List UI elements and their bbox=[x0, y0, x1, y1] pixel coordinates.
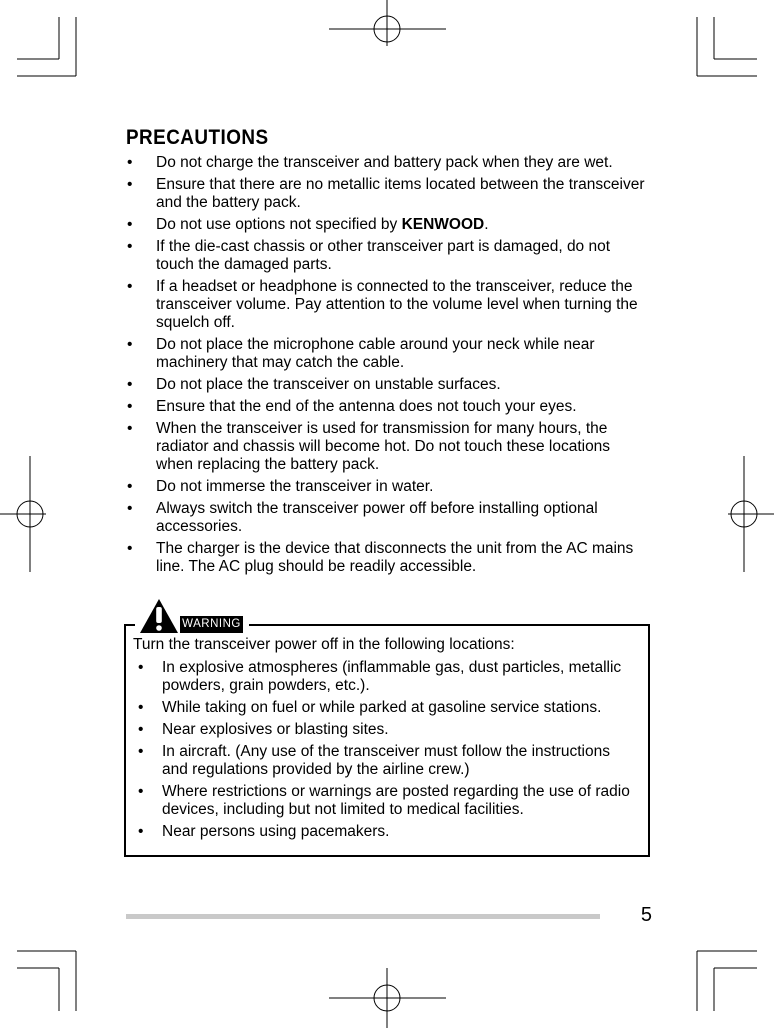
list-item-text: Do not use options not specified by bbox=[156, 216, 402, 233]
section-title: PRECAUTIONS bbox=[126, 126, 269, 149]
list-item bbox=[126, 216, 650, 234]
list-item: • Always switch the transceiver power off before installing optional accessories. bbox=[126, 500, 650, 536]
list-item: • Do not immerse the transceiver in water. bbox=[126, 478, 650, 496]
list-item: • Near persons using pacemakers. bbox=[133, 823, 638, 841]
brand-name: KENWOOD bbox=[401, 216, 485, 233]
footer-rule bbox=[126, 914, 600, 919]
list-item: • Where restrictions or warnings are posted regarding the use of radio devices, including but not limited to medical facilities. bbox=[133, 783, 638, 819]
list-item: • Do not place the transceiver on unstable surfaces. bbox=[126, 376, 650, 394]
list-item: • In aircraft. (Any use of the transceiver must follow the instructions and regulations provided by the airline crew.) bbox=[133, 743, 638, 779]
warning-triangle-icon bbox=[138, 597, 180, 635]
list-item: • The charger is the device that disconnects the unit from the AC mains line. The AC plug should be readily accessible. bbox=[126, 540, 650, 576]
list-item: • In explosive atmospheres (inflammable gas, dust particles, metallic powders, grain powders, etc.). bbox=[133, 659, 638, 695]
list-item: • While taking on fuel or while parked at gasoline service stations. bbox=[133, 699, 638, 717]
list-item: • Ensure that there are no metallic items located between the transceiver and the battery pack. bbox=[126, 176, 650, 212]
warning-intro: Turn the transceiver power off in the following locations: bbox=[133, 636, 515, 653]
precautions-list bbox=[126, 154, 650, 580]
warning-list bbox=[133, 659, 638, 845]
list-item: • Do not place the microphone cable around your neck while near machinery that may catch the cable. bbox=[126, 336, 650, 372]
list-item: • Near explosives or blasting sites. bbox=[133, 721, 638, 739]
list-item: • If a headset or headphone is connected to the transceiver, reduce the transceiver volume. Pay attention to the volume level when turning the squelch off. bbox=[126, 278, 650, 332]
list-item: • Ensure that the end of the antenna does not touch your eyes. bbox=[126, 398, 650, 416]
list-item: • When the transceiver is used for transmission for many hours, the radiator and chassis will become hot. Do not touch these locations when replacing the battery pack. bbox=[126, 420, 650, 474]
list-item-text: . bbox=[484, 216, 489, 233]
list-item: • If the die-cast chassis or other transceiver part is damaged, do not touch the damaged parts. bbox=[126, 238, 650, 274]
page-number: 5 bbox=[640, 904, 652, 926]
list-item: • Do not charge the transceiver and battery pack when they are wet. bbox=[126, 154, 650, 172]
warning-label: WARNING bbox=[180, 616, 243, 633]
warning-badge bbox=[135, 597, 249, 635]
